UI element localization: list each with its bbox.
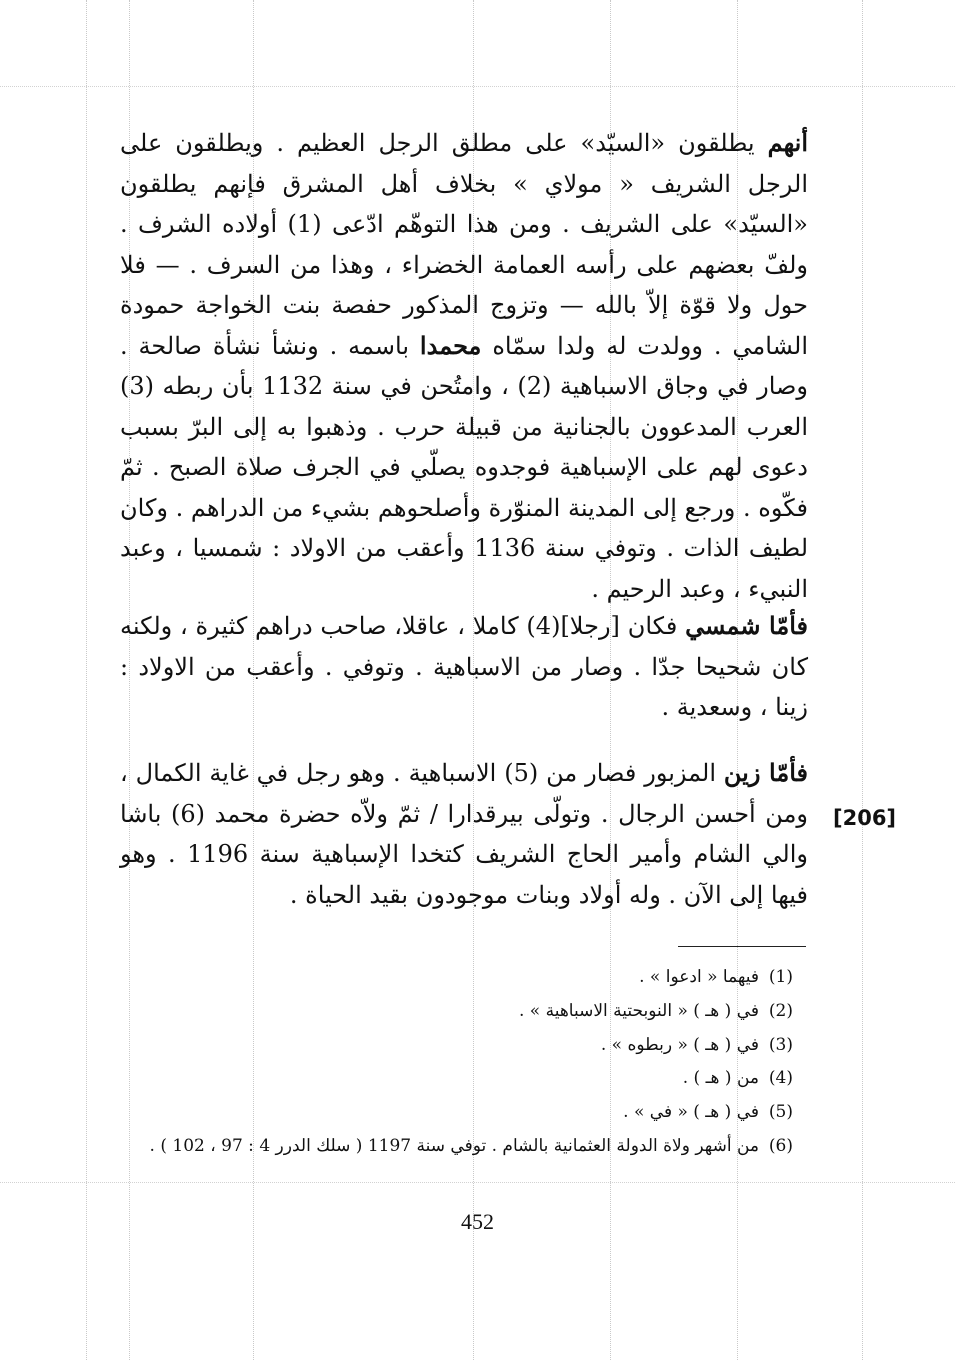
footnote: [135, 1096, 793, 1130]
paragraph-3-text: المزبور فصار من (5) الاسباهية . وهو رجل في غاية الكمال ، ومن أحسن الرجال . وتولّى بيرقدارا / ثمّ ولاّه حضرة محمد (6) باشا والي الشام وأمير الحاج الشريف كتخدا الإسباهية سنة 1196 . وهو فيها إلى الآن . وله أولاد وبنات موجودون بقيد الحياة .: [120, 759, 809, 909]
footnote-text: من ( هـ ) .: [682, 1068, 759, 1089]
scan-grid-line: [0, 86, 955, 87]
footnote-text: فيهما « ادعوا » .: [639, 967, 759, 987]
paragraph-2-lead: فأمّا شمسي: [685, 611, 808, 640]
footnote: [135, 995, 793, 1029]
paragraph-1-text-2: باسمه . ونشأ نشأة صالحة . وصار في وجاق الاسباهية (2) ، وامتُحن في سنة 1132 بأن ربطه (3) العرب المدعوون بالجنانية من قبيلة حرب . وذهبوا به إلى البرّ بسبب دعوى لهم على الإسباهية فوجدوه يصلّي في الجرف صلاة الصبح . ثمّ فكّوه . ورجع إلى المدينة المنوّرة وأصلحوهم بشيء من الدراهم . وكان لطيف الذات . وتوفي سنة 1136 وأعقب من الاولاد : شمسيا ، وعبد النبيء ، وعبد الرحيم .: [120, 331, 809, 603]
footnote-number: (1): [768, 967, 793, 987]
page-number: 452: [461, 1209, 494, 1234]
paragraph-1-name: محمدا: [419, 330, 482, 360]
paragraph-3: [120, 753, 808, 915]
paragraph-2-text: فكان [رجلا](4) كاملا ، عاقلا، صاحب دراهم كثيرة ، ولكنه كان شحيحا جدّا . وصار من الاسباهية . وتوفي . وأعقب من الاولاد : زينا ، وسعدية .: [120, 612, 808, 721]
footnote: [135, 1029, 793, 1063]
footnote-number: (2): [768, 1000, 793, 1021]
paragraph-2: [120, 606, 808, 728]
footnote-text: في ( هـ ) « ربطوه » .: [600, 1034, 759, 1055]
scan-grid-line: [86, 0, 87, 1360]
footnote-number: (4): [768, 1068, 793, 1089]
footnote-text: في ( هـ ) « في » .: [623, 1102, 759, 1123]
footnote-separator: [678, 946, 806, 947]
paragraph-1: [120, 123, 808, 609]
paragraph-1-text: يطلقون «السيّد» على مطلق الرجل العظيم . ويطلقون على الرجل الشريف « مولاي » بخلاف أهل المشرق فإنهم يطلقون «السيّد» على الشريف . ومن هذا التوهّم ادّعى (1) أولاده الشرف . ولفّ بعضهم على رأسه العمامة الخضراء ، وهذا من السرف . — فلا حول ولا قوّة إلاّ بالله — وتزوج المذكور حفصة بنت الخواجة حمودة الشامي . وولدت له ولدا سمّاه: [120, 129, 808, 360]
footnote: [135, 961, 793, 995]
footnotes: [135, 961, 793, 1164]
margin-page-reference: [206]: [833, 806, 897, 830]
scan-grid-line: [862, 0, 863, 1360]
scan-grid-line: [0, 1182, 955, 1183]
footnote-text: من أشهر ولاة الدولة العثمانية بالشام . توفي سنة 1197 ( سلك الدرر 4 : 97 ، 102 ) .: [149, 1135, 759, 1156]
footnote-number: (3): [768, 1034, 793, 1055]
footnote: [135, 1062, 793, 1096]
footnote-number: (5): [768, 1102, 793, 1123]
footnote-number: (6): [768, 1135, 793, 1156]
footnote-text: في ( هـ ) « النوبحتية الاسباهية » .: [518, 1000, 759, 1021]
paragraph-3-lead: فأمّا زين: [723, 758, 808, 787]
footnote: [135, 1130, 793, 1164]
paragraph-1-lead: أنهم: [767, 128, 808, 157]
